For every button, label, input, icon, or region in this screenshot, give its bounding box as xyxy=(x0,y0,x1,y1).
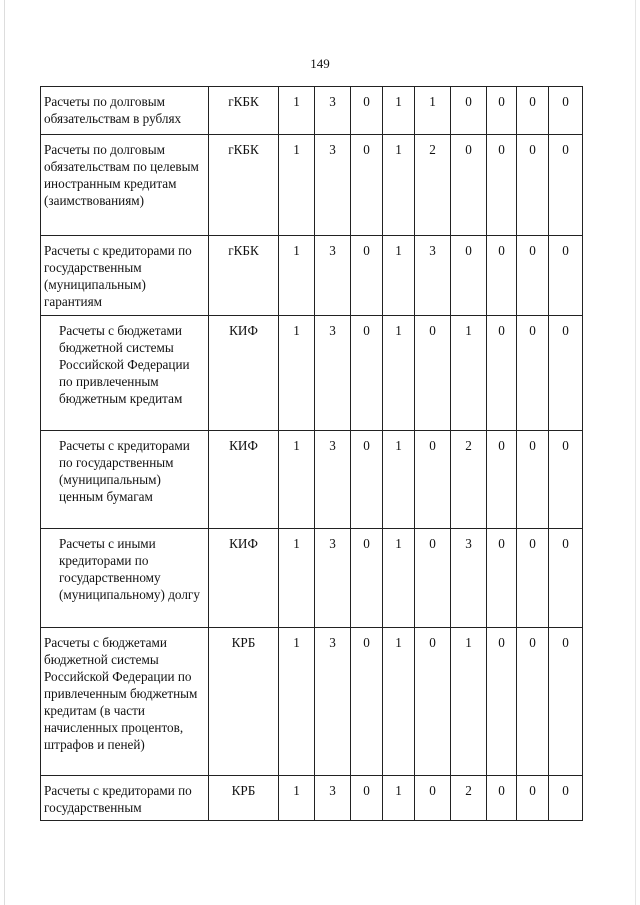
digit-cell: 1 xyxy=(415,87,451,135)
account-code: КРБ xyxy=(209,628,279,776)
digit-cell: 1 xyxy=(383,316,415,431)
digit-cell: 1 xyxy=(279,628,315,776)
account-name: Расчеты с кредиторами по государственным xyxy=(41,776,209,821)
table-row xyxy=(41,529,583,628)
digit-cell: 0 xyxy=(549,316,583,431)
digit-cell: 0 xyxy=(517,87,549,135)
digit-cell: 2 xyxy=(415,135,451,236)
account-code: гКБК xyxy=(209,135,279,236)
digit-cell: 3 xyxy=(315,776,351,821)
digit-cell: 0 xyxy=(549,236,583,316)
digit-cell: 1 xyxy=(279,135,315,236)
digit-cell: 1 xyxy=(279,236,315,316)
digit-cell: 0 xyxy=(549,529,583,628)
digit-cell: 0 xyxy=(549,135,583,236)
account-name: Расчеты с кредиторами по государственным (муниципальным) гарантиям xyxy=(41,236,209,316)
digit-cell: 0 xyxy=(487,529,517,628)
digit-cell: 0 xyxy=(351,529,383,628)
table-row xyxy=(41,236,583,316)
account-name: Расчеты с бюджетами бюджетной системы Российской Федерации по привлеченным бюджетным кредитам (в части начисленных процентов, штрафов и пеней) xyxy=(41,628,209,776)
digit-cell: 2 xyxy=(451,431,487,529)
digit-cell: 0 xyxy=(451,135,487,236)
account-code: гКБК xyxy=(209,236,279,316)
table-row xyxy=(41,431,583,529)
digit-cell: 1 xyxy=(383,776,415,821)
digit-cell: 0 xyxy=(487,431,517,529)
table-row xyxy=(41,135,583,236)
account-name: Расчеты с иными кредиторами по государственному (муниципальному) долгу xyxy=(41,529,209,628)
digit-cell: 1 xyxy=(383,236,415,316)
digit-cell: 0 xyxy=(517,776,549,821)
digit-cell: 0 xyxy=(415,529,451,628)
digit-cell: 3 xyxy=(315,628,351,776)
scan-edge-right xyxy=(635,0,636,905)
digit-cell: 0 xyxy=(549,431,583,529)
digit-cell: 0 xyxy=(549,628,583,776)
digit-cell: 1 xyxy=(279,316,315,431)
digit-cell: 0 xyxy=(351,236,383,316)
account-name: Расчеты по долговым обязательствам в рублях xyxy=(41,87,209,135)
digit-cell: 3 xyxy=(315,135,351,236)
table-row xyxy=(41,316,583,431)
digit-cell: 0 xyxy=(415,628,451,776)
digit-cell: 0 xyxy=(487,87,517,135)
digit-cell: 0 xyxy=(487,236,517,316)
digit-cell: 1 xyxy=(383,431,415,529)
digit-cell: 1 xyxy=(451,628,487,776)
account-name: Расчеты с бюджетами бюджетной системы Российской Федерации по привлеченным бюджетным кредитам xyxy=(41,316,209,431)
digit-cell: 3 xyxy=(451,529,487,628)
table-row xyxy=(41,87,583,135)
digit-cell: 0 xyxy=(549,776,583,821)
digit-cell: 3 xyxy=(315,431,351,529)
digit-cell: 0 xyxy=(415,316,451,431)
digit-cell: 3 xyxy=(315,529,351,628)
digit-cell: 0 xyxy=(487,316,517,431)
digit-cell: 1 xyxy=(279,431,315,529)
digit-cell: 1 xyxy=(383,87,415,135)
digit-cell: 0 xyxy=(517,316,549,431)
account-code: КИФ xyxy=(209,529,279,628)
digit-cell: 0 xyxy=(517,431,549,529)
digit-cell: 1 xyxy=(383,135,415,236)
digit-cell: 3 xyxy=(315,316,351,431)
digit-cell: 0 xyxy=(517,135,549,236)
digit-cell: 3 xyxy=(315,87,351,135)
account-code: КРБ xyxy=(209,776,279,821)
accounts-table xyxy=(40,86,583,821)
digit-cell: 0 xyxy=(351,431,383,529)
digit-cell: 0 xyxy=(351,135,383,236)
digit-cell: 0 xyxy=(451,236,487,316)
digit-cell: 0 xyxy=(549,87,583,135)
account-name: Расчеты по долговым обязательствам по целевым иностранным кредитам (заимствованиям) xyxy=(41,135,209,236)
digit-cell: 0 xyxy=(487,135,517,236)
digit-cell: 1 xyxy=(383,529,415,628)
scan-edge-left xyxy=(4,0,5,905)
page-number: 149 xyxy=(310,56,330,71)
digit-cell: 0 xyxy=(517,628,549,776)
account-code: КИФ xyxy=(209,316,279,431)
digit-cell: 0 xyxy=(351,628,383,776)
digit-cell: 0 xyxy=(487,776,517,821)
digit-cell: 0 xyxy=(487,628,517,776)
digit-cell: 0 xyxy=(451,87,487,135)
digit-cell: 1 xyxy=(451,316,487,431)
digit-cell: 1 xyxy=(279,87,315,135)
digit-cell: 3 xyxy=(415,236,451,316)
account-code: КИФ xyxy=(209,431,279,529)
table-row xyxy=(41,628,583,776)
digit-cell: 0 xyxy=(415,431,451,529)
digit-cell: 0 xyxy=(351,87,383,135)
digit-cell: 0 xyxy=(517,236,549,316)
digit-cell: 0 xyxy=(351,776,383,821)
digit-cell: 2 xyxy=(451,776,487,821)
account-name: Расчеты с кредиторами по государственным (муниципальным) ценным бумагам xyxy=(41,431,209,529)
digit-cell: 1 xyxy=(279,776,315,821)
digit-cell: 1 xyxy=(279,529,315,628)
digit-cell: 0 xyxy=(415,776,451,821)
digit-cell: 0 xyxy=(517,529,549,628)
digit-cell: 3 xyxy=(315,236,351,316)
digit-cell: 0 xyxy=(351,316,383,431)
table-row xyxy=(41,776,583,821)
digit-cell: 1 xyxy=(383,628,415,776)
account-code: гКБК xyxy=(209,87,279,135)
